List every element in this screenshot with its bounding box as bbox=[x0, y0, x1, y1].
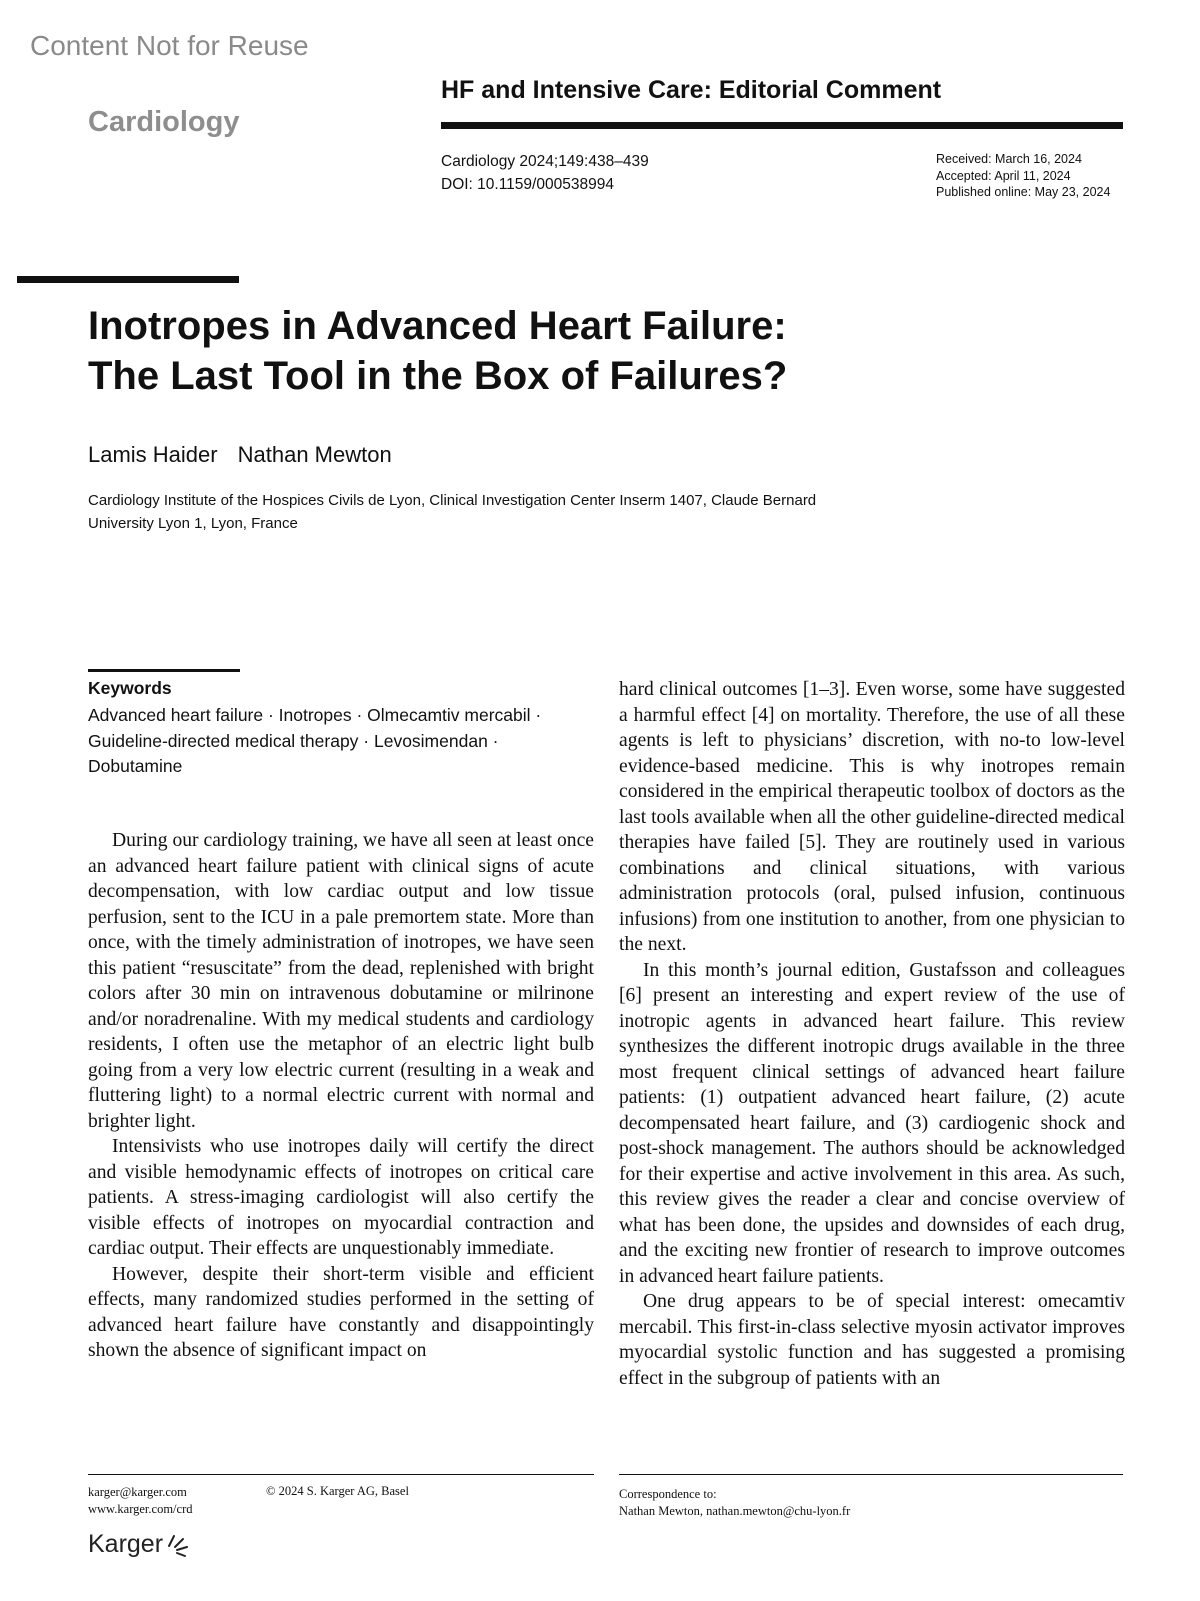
accepted-date: Accepted: April 11, 2024 bbox=[936, 168, 1071, 183]
body-paragraph: However, despite their short-term visible and efficient effects, many randomized studies performed in the setting of advanced heart failure have constantly and disappointingly shown the absence of significant impact on bbox=[88, 1263, 594, 1361]
article-title-line-1: Inotropes in Advanced Heart Failure: bbox=[88, 304, 787, 348]
keywords-list bbox=[88, 703, 608, 780]
section-title: HF and Intensive Care: Editorial Comment bbox=[441, 76, 942, 104]
body-paragraph: In this month’s journal edition, Gustafsson and colleagues [6] present an interesting and expert review of the use of inotropic agents in advanced heart failure. This review synthesizes the different inotropic drugs available in the three most frequent clinical settings of advanced heart failure patients: (1) outpatient advanced heart failure, (2) acute decompensated heart failure, and (3) cardiogenic shock and post-shock management. The authors should be acknowledged for their expertise and active involvement in this area. As such, this review gives the reader a clear and concise overview of what has been done, the upsides and downsides of each drug, and the exciting new frontier of research to improve outcomes in advanced heart failure patients. bbox=[619, 959, 1125, 1287]
author-list bbox=[88, 442, 412, 468]
body-paragraph: Intensivists who use inotropes daily will certify the direct and visible hemodynamic effects of inotropes on critical care patients. A stress-imaging cardiologist will also certify the visible effects of inotropes on myocardial contraction and cardiac output. Their effects are unquestionably immediate. bbox=[88, 1136, 594, 1259]
karger-logo-text: Karger bbox=[88, 1530, 164, 1558]
title-rule bbox=[17, 276, 239, 283]
article-dates bbox=[936, 151, 1110, 201]
keywords-line: Advanced heart failure · Inotropes · Olmecamtiv mercabil · bbox=[88, 705, 542, 725]
footer-rule-left bbox=[88, 1474, 594, 1475]
received-date: Received: March 16, 2024 bbox=[936, 152, 1082, 166]
body-paragraph: hard clinical outcomes [1–3]. Even worse, some have suggested a harmful effect [4] on mortality. Therefore, the use of all these agents is left to physicians’ discretion, with no-to low-level evidence-based medicine. This is why inotropes remain considered in the empirical therapeutic toolbox of doctors as the last tools available when all the other guideline-directed medical therapies have failed [5]. They are routinely used in various combinations and clinical situations, with various administration protocols (oral, pulsed infusion, continuous infusions) from one institution to another, from one physician to the next. bbox=[619, 679, 1125, 955]
publisher-email[interactable]: karger@karger.com bbox=[88, 1485, 187, 1499]
body-column-left bbox=[88, 828, 594, 1364]
affiliation-line-1: Cardiology Institute of the Hospices Civils de Lyon, Clinical Investigation Center Inserm 1407, Claude Bernard bbox=[88, 492, 817, 509]
karger-logo bbox=[88, 1530, 189, 1559]
affiliation bbox=[88, 489, 928, 535]
article-title-line-2: The Last Tool in the Box of Failures? bbox=[88, 354, 788, 398]
copyright: © 2024 S. Karger AG, Basel bbox=[266, 1484, 409, 1498]
correspondence-contact[interactable]: Nathan Mewton, nathan.mewton@chu-lyon.fr bbox=[619, 1504, 851, 1518]
karger-rays-icon bbox=[165, 1532, 189, 1558]
citation-doi[interactable]: DOI: 10.1159/000538994 bbox=[441, 176, 614, 193]
journal-name: Cardiology bbox=[88, 106, 240, 138]
citation bbox=[441, 150, 649, 196]
header-rule bbox=[441, 122, 1123, 129]
affiliation-line-2: University Lyon 1, Lyon, France bbox=[88, 515, 298, 532]
publisher-website[interactable]: www.karger.com/crd bbox=[88, 1502, 193, 1516]
author-name: Nathan Mewton bbox=[237, 442, 392, 467]
correspondence bbox=[619, 1486, 850, 1520]
keywords-line: Dobutamine bbox=[88, 756, 183, 776]
footer-rule-right bbox=[619, 1474, 1123, 1475]
body-column-right bbox=[619, 677, 1125, 1391]
published-date: Published online: May 23, 2024 bbox=[936, 185, 1111, 199]
article-title bbox=[88, 301, 988, 401]
author-name: Lamis Haider bbox=[88, 442, 218, 467]
body-paragraph: One drug appears to be of special interest: omecamtiv mercabil. This first-in-class selective myosin activator improves myocardial systolic function and has suggested a promising effect in the subgroup of patients with an bbox=[619, 1291, 1125, 1389]
keywords-line: Guideline-directed medical therapy · Levosimendan · bbox=[88, 730, 499, 751]
keywords-rule bbox=[88, 669, 240, 672]
body-paragraph: During our cardiology training, we have all seen at least once an advanced heart failure patient with clinical signs of acute decompensation, with low cardiac output and low tissue perfusion, sent to the ICU in a pale premortem state. More than once, with the timely administration of inotropes, we have seen this patient “resuscitate” from the dead, replenished with bright colors after 30 min on intravenous dobutamine or milrinone and/or noradrenaline. With my medical students and cardiology residents, I often use the metaphor of an electric light bulb going from a very low electric current (resulting in a weak and fluttering light) to a normal electric current with normal and brighter light. bbox=[88, 830, 594, 1132]
correspondence-label: Correspondence to: bbox=[619, 1487, 717, 1501]
watermark: Content Not for Reuse bbox=[30, 30, 309, 61]
keywords-heading: Keywords bbox=[88, 678, 172, 698]
publisher-contact bbox=[88, 1484, 192, 1518]
citation-ref: Cardiology 2024;149:438–439 bbox=[441, 153, 649, 170]
